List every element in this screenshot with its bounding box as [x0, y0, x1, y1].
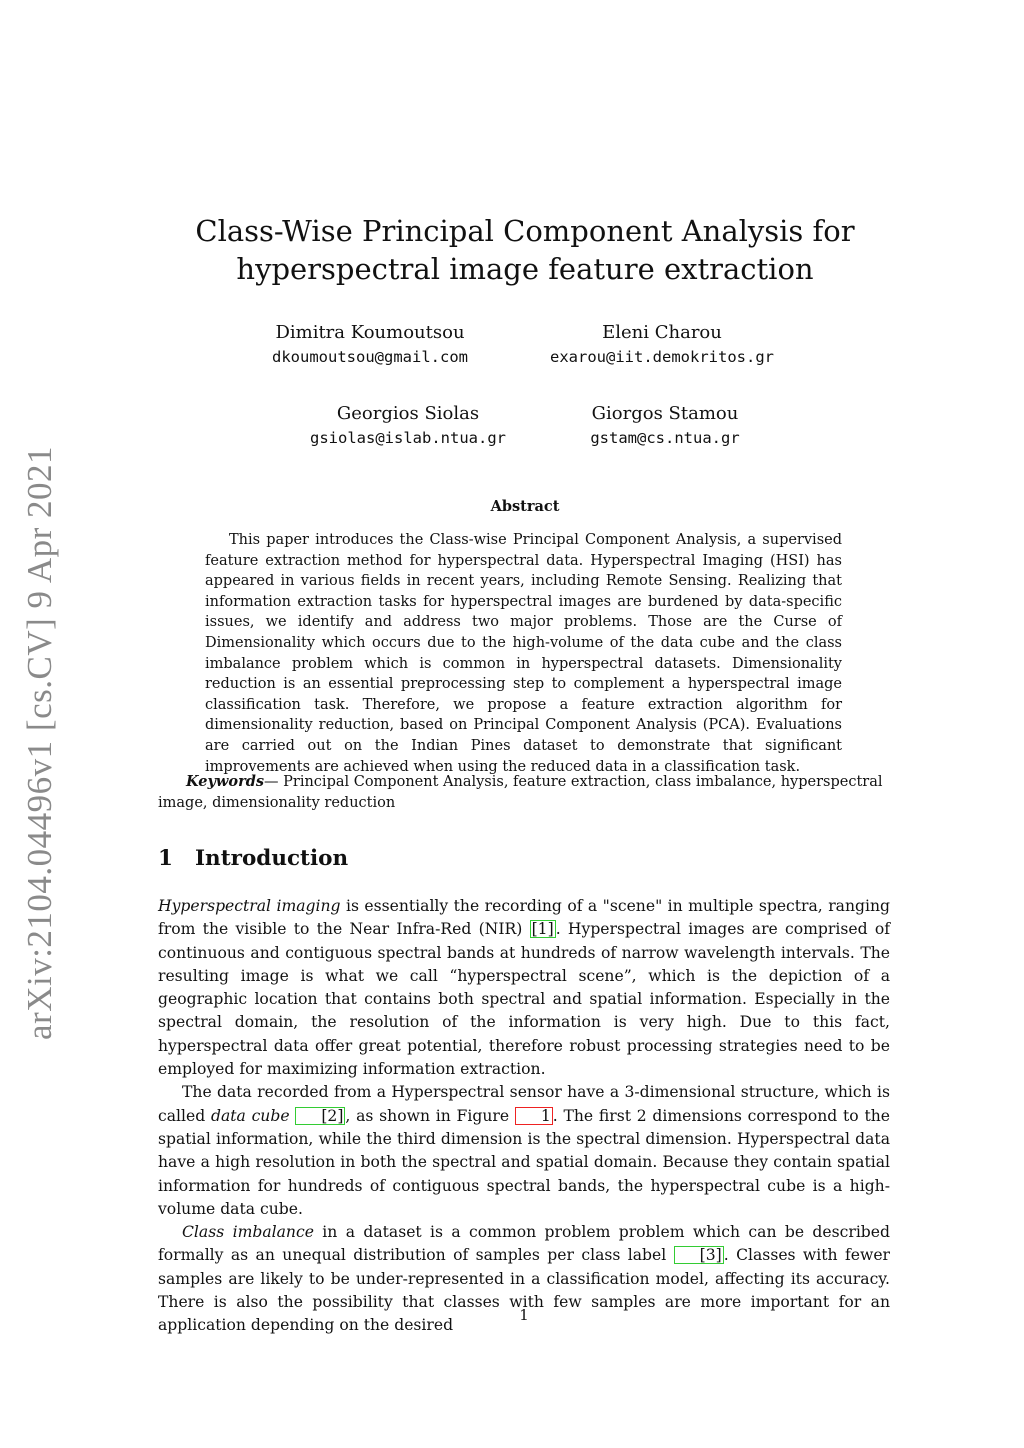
author-email: exarou@iit.demokritos.gr — [550, 348, 774, 366]
emphasized-term: Class imbalance — [182, 1223, 314, 1242]
abstract-text: This paper introduces the Class-wise Principal Component Analysis, a supervised feature extraction method for hyperspectral data. Hyperspectral Imaging (HSI) has appeared in various fields in recent years, including Remote Sensing. Realizing that information extraction tasks for hyperspectral images are burdened by data-specific issues, we identify and address two major problems. Those are the Curse of Dimensionality which occurs due to the high-volume of the data cube and the class imbalance problem which is common in hyperspectral datasets. Dimensionality reduction is an essential preprocessing step to complement a hyperspectral image classification task. Therefore, we propose a feature extraction algorithm for dimensionality reduction, based on Principal Component Analysis (PCA). Evaluations are carried out on the Indian Pines dataset to demonstrate that significant improvements are achieved when using the reduced data in a classification task. — [205, 532, 842, 775]
abstract-heading: Abstract — [490, 498, 560, 515]
keywords-label: Keywords — [186, 773, 265, 790]
paragraph — [158, 1081, 890, 1221]
author-email: dkoumoutsou@gmail.com — [272, 348, 468, 366]
section-title: Introduction — [195, 846, 349, 871]
paragraph-text: . The first 2 dimensions correspond to the spatial information, while the third dimension is the spectral dimension. Hyperspectral data have a high resolution in both the spectral and spatial domain. Because they contain spatial information for hundreds of contiguous spectral bands, the hyperspectral cube is a high-volume data cube. — [158, 1106, 890, 1218]
author-email: gsiolas@islab.ntua.gr — [310, 429, 506, 447]
author-name: Giorgos Stamou — [591, 403, 739, 424]
section-heading — [158, 846, 348, 871]
author-block — [220, 321, 520, 369]
citation-link[interactable]: [1] — [531, 920, 554, 939]
author-block — [258, 402, 558, 450]
author-email: gstam@cs.ntua.gr — [590, 429, 740, 447]
paragraph-text: is essentially the recording of a "scene" in multiple spectra, ranging from the visible to the Near Infra-Red (NIR) — [158, 897, 890, 939]
paragraph-text: . Classes with fewer samples are likely to be under-represented in a classification model, affecting its accuracy. There is also the possibility that classes with few samples are more important for an application depending on the desired — [158, 1246, 891, 1335]
arxiv-identifier: arXiv:2104.04496v1 [cs.CV] 9 Apr 2021 — [20, 445, 59, 1040]
paragraph-text: . Hyperspectral images are comprised of continuous and contiguous spectral bands at hundreds of narrow wavelength intervals. The resulting image is what we call “hyperspectral scene”, which is the depiction of a geographic location that contains both spectral and spatial information. Especially in the spectral domain, the resolution of the information is very high. Due to this fact, hyperspectral data offer great potential, therefore robust processing strategies need to be employed for maximizing information extraction. — [158, 920, 891, 1079]
paragraph-text: The data recorded from a Hyperspectral sensor have a 3-dimensional structure, which is called — [158, 1083, 890, 1125]
paragraph — [158, 895, 890, 1081]
citation-link[interactable]: [3] — [674, 1246, 724, 1264]
paragraph-text: in a dataset is a common problem problem which can be described formally as an unequal distribution of samples per class label — [158, 1223, 890, 1265]
author-name: Eleni Charou — [602, 322, 722, 343]
keywords-text: Principal Component Analysis, feature extraction, class imbalance, hyperspectral image, dimensionality reduction — [158, 774, 883, 811]
author-block — [512, 321, 812, 369]
paragraph-text: , as shown in Figure — [345, 1106, 515, 1125]
keywords — [158, 772, 890, 813]
author-name: Georgios Siolas — [336, 403, 480, 424]
emphasized-term: Hyperspectral imaging — [158, 897, 341, 915]
page-number: 1 — [519, 1306, 529, 1324]
keywords-separator: — — [264, 774, 284, 790]
section-number: 1 — [158, 846, 173, 871]
emphasized-term: data cube — [210, 1106, 290, 1125]
paper-title: Class-Wise Principal Component Analysis for hyperspectral image feature extraction — [195, 214, 855, 286]
figure-reference-link[interactable]: 1 — [515, 1107, 553, 1125]
section-body — [158, 895, 890, 1338]
author-name: Dimitra Koumoutsou — [275, 322, 465, 343]
author-block — [515, 402, 815, 450]
citation-link[interactable]: [2] — [295, 1107, 345, 1125]
